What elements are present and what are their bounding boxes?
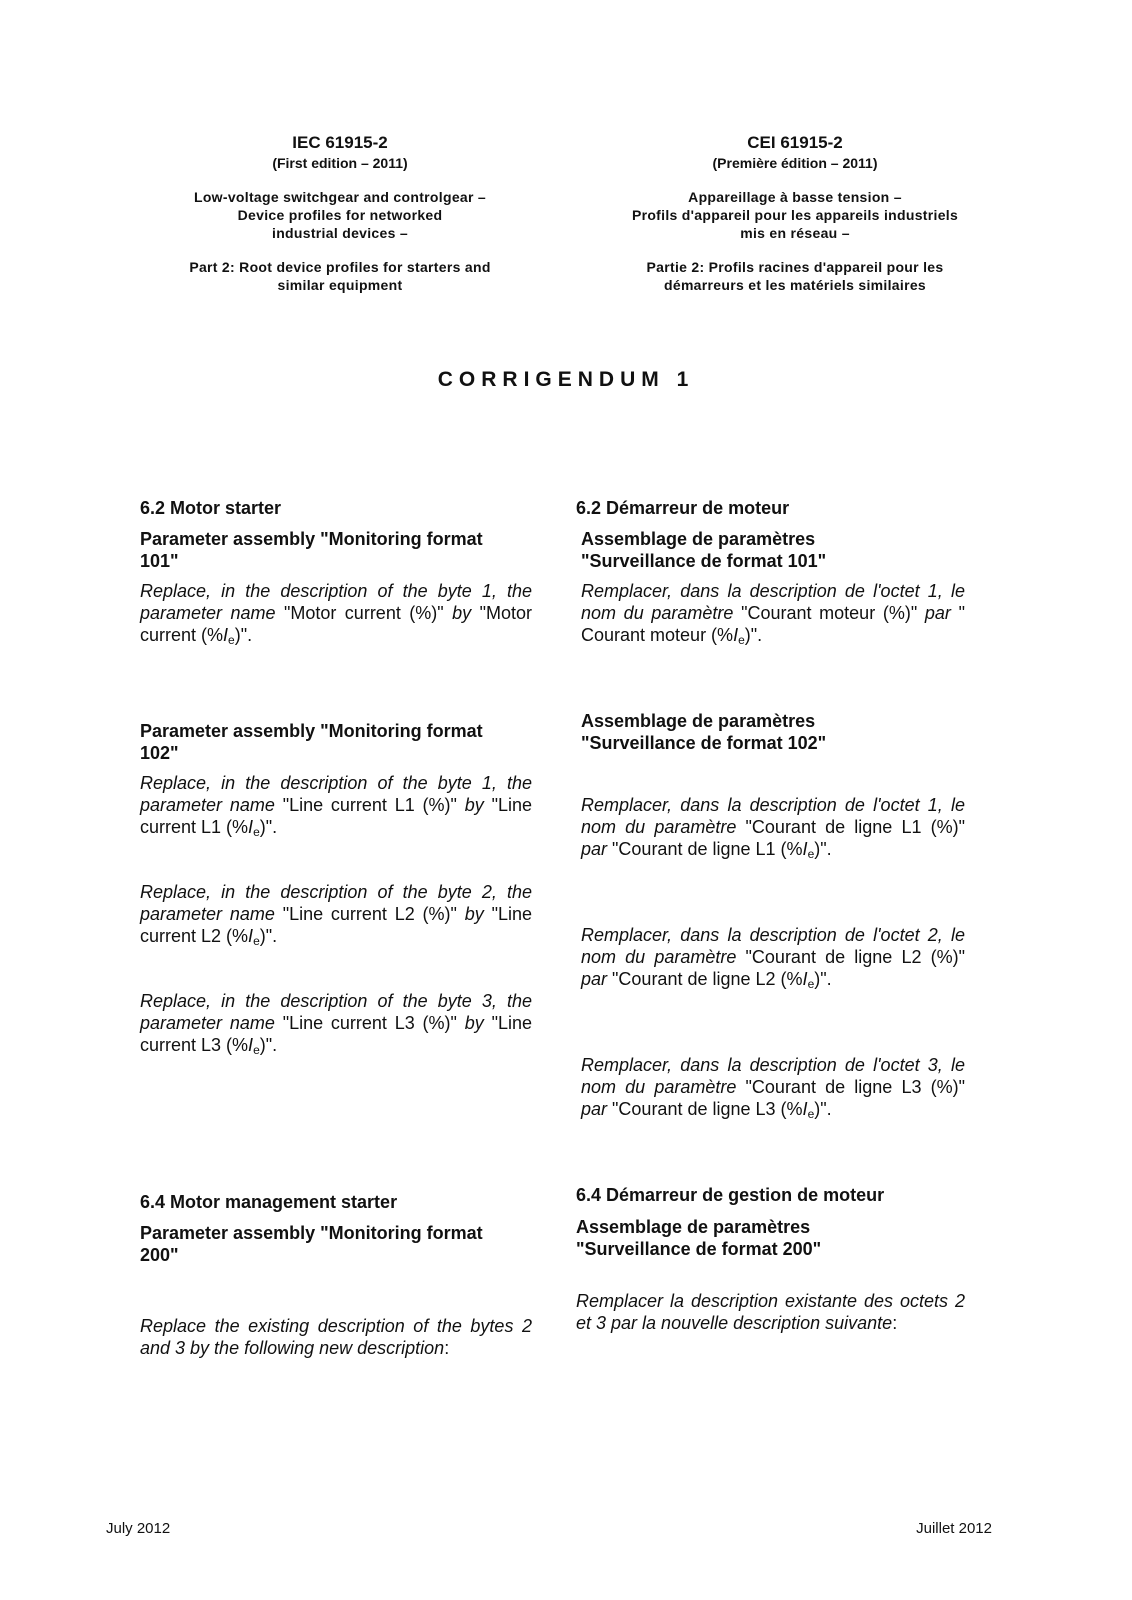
fr-assembly-102-title: Assemblage de paramètres "Surveillance de format 102" [581,711,827,753]
fr-section-6-2-heading: 6.2 Démarreur de moteur [576,498,790,518]
standard-part: Part 2: Root device profiles for starters and similar equipment [189,259,491,293]
fr-assembly-101-para: Remplacer, dans la description de l'octet 1, le nom du paramètre "Courant moteur (%)" par " Courant moteur $(\%I_e)$". [581,581,965,647]
fr-assembly-200-para: Remplacer la description existante des octets 2 et 3 par la nouvelle description suivante: [576,1291,965,1333]
en-assembly-101-title: Parameter assembly "Monitoring format 101" [140,529,483,571]
standard-part: Partie 2: Profils racines d'appareil pour les démarreurs et les matériels similaires [646,259,944,293]
en-section-6-2-heading: 6.2 Motor starter [140,498,282,518]
en-assembly-102-para-3: Replace, in the description of the byte 3, the parameter name "Line current L3 (%)" by "Line current L3 $(\%I_e)$". [140,991,532,1057]
en-assembly-101-para: Replace, in the description of the byte 1, the parameter name "Motor current (%)" by "Motor current $(\%I_e)$". [140,581,532,647]
footer-date-english: July 2012 [106,1520,171,1537]
fr-assembly-101-title: Assemblage de paramètres "Surveillance de format 101" [581,529,827,571]
standard-title: Low-voltage switchgear and controlgear – Device profiles for networked industrial devices – [193,189,487,241]
en-assembly-102-para-1: Replace, in the description of the byte 1, the parameter name "Line current L1 (%)" by "Line current L1 $(\%I_e)$". [140,773,532,839]
en-assembly-102-title: Parameter assembly "Monitoring format 102" [140,721,483,763]
edition: (Première édition – 2011) [712,155,878,171]
en-assembly-200-para: Replace the existing description of the bytes 2 and 3 by the following new description: [140,1316,532,1358]
edition: (First edition – 2011) [272,155,408,171]
en-assembly-200-title: Parameter assembly "Monitoring format 200" [140,1223,483,1265]
en-section-6-4-heading: 6.4 Motor management starter [140,1192,398,1212]
fr-assembly-102-para-3: Remplacer, dans la description de l'octet 3, le nom du paramètre "Courant de ligne L3 (%)" par "Courant de ligne L3 $(\%I_e)$". [581,1055,965,1121]
standard-code: IEC 61915-2 [292,133,388,152]
fr-assembly-102-para-1: Remplacer, dans la description de l'octet 1, le nom du paramètre "Courant de ligne L1 (%)" par "Courant de ligne L1 $(\%I_e)$". [581,795,965,861]
fr-assembly-102-para-2: Remplacer, dans la description de l'octet 2, le nom du paramètre "Courant de ligne L2 (%)" par "Courant de ligne L2 $(\%I_e)$". [581,925,965,991]
header-english [150,132,530,310]
en-assembly-102-para-2: Replace, in the description of the byte 2, the parameter name "Line current L2 (%)" by "Line current L2 $(\%I_e)$". [140,882,532,948]
header-french [585,132,1005,310]
corrigendum-title: CORRIGENDUM 1 [437,368,695,391]
standard-code: CEI 61915-2 [747,133,843,152]
footer-date-french: Juillet 2012 [916,1520,992,1537]
standard-title: Appareillage à basse tension – Profils d'appareil pour les appareils industriels mis en réseau – [631,189,959,241]
fr-assembly-200-title: Assemblage de paramètres "Surveillance de format 200" [576,1217,822,1259]
fr-section-6-4-heading: 6.4 Démarreur de gestion de moteur [576,1185,885,1205]
